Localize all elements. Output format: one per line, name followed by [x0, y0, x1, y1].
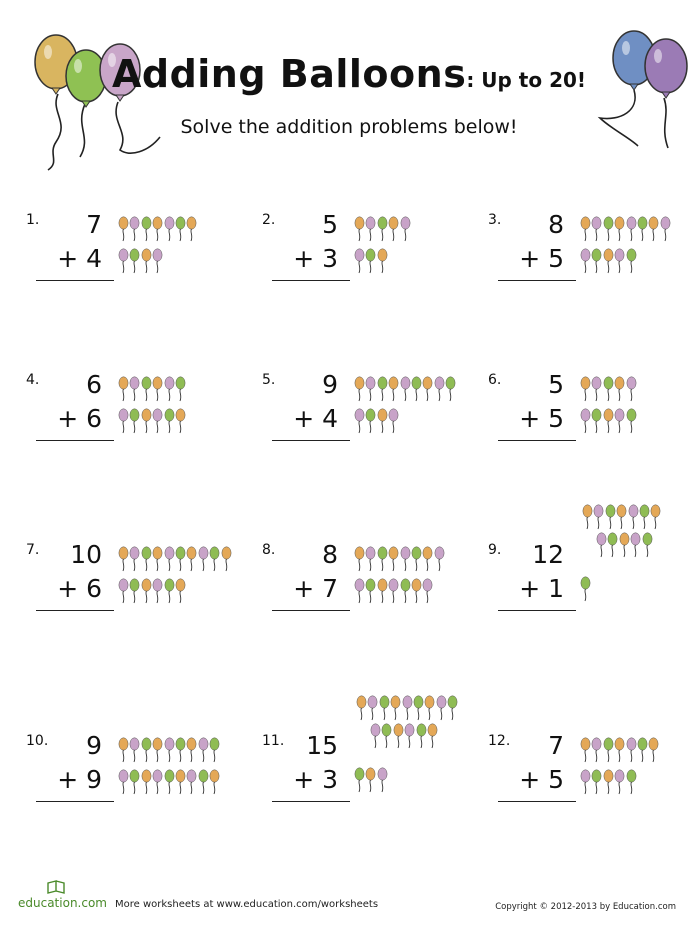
balloon-icon [354, 408, 365, 434]
balloon-icon [129, 216, 140, 242]
balloon-icon [152, 769, 163, 795]
answer-line [272, 801, 350, 802]
top-addend: 9 [322, 370, 338, 399]
balloon-icon [118, 546, 129, 572]
addition-problem [262, 212, 482, 352]
balloon-icon [603, 408, 614, 434]
balloon-icon [648, 216, 659, 242]
balloon-icon [626, 408, 637, 434]
balloon-icon [603, 248, 614, 274]
balloon-row-top-a [582, 504, 662, 530]
balloon-icon [422, 376, 433, 402]
balloon-icon [354, 248, 365, 274]
balloon-icon [593, 504, 604, 530]
balloon-icon [365, 248, 376, 274]
balloon-icon [411, 546, 422, 572]
balloon-row-bottom [580, 408, 637, 434]
balloon-icon [580, 737, 591, 763]
top-addend: 7 [548, 731, 564, 760]
balloon-icon [129, 578, 140, 604]
balloon-icon [580, 408, 591, 434]
balloon-row-top [118, 737, 221, 763]
balloon-row-top [118, 546, 232, 572]
balloon-icon [356, 695, 367, 721]
balloon-icon [152, 546, 163, 572]
problem-number: 5. [262, 372, 276, 388]
balloon-row-bottom [118, 578, 186, 604]
balloon-icon [614, 248, 625, 274]
top-addend: 7 [86, 210, 102, 239]
balloon-row-bottom [580, 576, 591, 602]
answer-line [36, 280, 114, 281]
balloon-icon [580, 248, 591, 274]
balloon-icon [141, 578, 152, 604]
balloon-icon [605, 504, 616, 530]
answer-line [36, 610, 114, 611]
balloon-icon [591, 408, 602, 434]
balloon-icon [650, 504, 661, 530]
balloon-icon [445, 376, 456, 402]
balloon-icon [141, 216, 152, 242]
balloon-icon [626, 769, 637, 795]
balloon-icon [118, 578, 129, 604]
balloon-icon [388, 376, 399, 402]
balloon-icon [377, 408, 388, 434]
balloon-row-top [354, 216, 411, 242]
addition-problem [488, 372, 698, 512]
balloon-icon [152, 737, 163, 763]
balloon-row-bottom [118, 769, 221, 795]
balloon-icon [175, 737, 186, 763]
balloon-icon [152, 376, 163, 402]
balloon-icon [141, 546, 152, 572]
balloon-row-top [580, 376, 637, 402]
balloon-icon [642, 532, 653, 558]
balloon-icon [354, 578, 365, 604]
bottom-addend: + 5 [519, 404, 564, 433]
bottom-addend: + 4 [293, 404, 338, 433]
balloon-icon [388, 578, 399, 604]
balloon-icon [591, 216, 602, 242]
balloon-icon [400, 216, 411, 242]
balloon-icon [175, 376, 186, 402]
page-title [0, 52, 698, 96]
balloon-icon [591, 737, 602, 763]
title-main: Adding Balloons [111, 52, 467, 96]
balloon-icon [388, 408, 399, 434]
balloon-icon [118, 248, 129, 274]
balloon-icon [129, 769, 140, 795]
balloon-icon [404, 723, 415, 749]
problem-number: 9. [488, 542, 502, 558]
bottom-addend: + 5 [519, 244, 564, 273]
balloon-icon [434, 546, 445, 572]
bottom-addend: + 4 [57, 244, 102, 273]
balloon-icon [198, 546, 209, 572]
balloon-icon [603, 769, 614, 795]
balloon-icon [582, 504, 593, 530]
balloon-icon [175, 546, 186, 572]
addition-problem [26, 733, 246, 873]
bottom-addend: + 7 [293, 574, 338, 603]
balloon-icon [619, 532, 630, 558]
balloon-icon [354, 546, 365, 572]
balloon-icon [354, 216, 365, 242]
balloon-icon [416, 723, 427, 749]
balloon-icon [221, 546, 232, 572]
top-addend: 5 [548, 370, 564, 399]
bottom-addend: + 6 [57, 404, 102, 433]
answer-line [498, 610, 576, 611]
balloon-icon [591, 769, 602, 795]
top-addend: 6 [86, 370, 102, 399]
balloon-icon [354, 767, 365, 793]
balloon-icon [141, 248, 152, 274]
addition-problem [262, 542, 482, 682]
balloon-icon [164, 216, 175, 242]
balloon-icon [377, 248, 388, 274]
balloon-row-bottom [354, 408, 400, 434]
balloon-row-top [354, 376, 457, 402]
balloon-icon [580, 216, 591, 242]
answer-line [498, 801, 576, 802]
balloon-icon [580, 376, 591, 402]
balloon-icon [626, 248, 637, 274]
problem-number: 6. [488, 372, 502, 388]
balloon-icon [377, 767, 388, 793]
bottom-addend: + 6 [57, 574, 102, 603]
balloon-icon [591, 248, 602, 274]
bottom-addend: + 1 [519, 574, 564, 603]
top-addend: 15 [306, 731, 338, 760]
balloon-icon [390, 695, 401, 721]
balloon-icon [400, 546, 411, 572]
balloon-icon [209, 737, 220, 763]
balloon-icon [175, 216, 186, 242]
addition-problem [26, 212, 246, 352]
balloon-icon [377, 216, 388, 242]
addition-problem [488, 542, 698, 682]
balloon-icon [411, 578, 422, 604]
addition-problem [262, 733, 482, 873]
balloon-icon [648, 737, 659, 763]
balloon-icon [152, 216, 163, 242]
instructions: Solve the addition problems below! [180, 116, 518, 138]
problem-number: 3. [488, 212, 502, 228]
balloon-icon [118, 408, 129, 434]
answer-line [272, 610, 350, 611]
balloon-icon [637, 737, 648, 763]
balloon-icon [434, 376, 445, 402]
balloon-icon [628, 504, 639, 530]
balloon-row-bottom [118, 248, 164, 274]
problem-number: 12. [488, 733, 511, 749]
balloon-icon [393, 723, 404, 749]
balloon-icon [141, 408, 152, 434]
balloon-icon [129, 408, 140, 434]
balloon-icon [422, 546, 433, 572]
balloon-icon [388, 546, 399, 572]
balloon-icon [186, 216, 197, 242]
balloon-icon [603, 737, 614, 763]
balloon-icon [436, 695, 447, 721]
problem-number: 11. [262, 733, 285, 749]
balloon-icon [186, 546, 197, 572]
answer-line [36, 440, 114, 441]
balloon-icon [365, 216, 376, 242]
top-addend: 9 [86, 731, 102, 760]
balloon-row-bottom [580, 769, 637, 795]
balloon-icon [639, 504, 650, 530]
bottom-addend: + 9 [57, 765, 102, 794]
balloon-icon [603, 376, 614, 402]
balloon-icon [129, 248, 140, 274]
balloon-icon [614, 408, 625, 434]
balloon-row-top-a [356, 695, 459, 721]
balloon-row-top [118, 216, 198, 242]
balloon-icon [164, 376, 175, 402]
balloon-icon [141, 737, 152, 763]
balloon-icon [400, 376, 411, 402]
balloon-icon [365, 767, 376, 793]
footer-copyright: Copyright © 2012-2013 by Education.com [495, 902, 676, 912]
balloon-row-top [118, 376, 186, 402]
balloon-icon [164, 769, 175, 795]
balloon-icon [381, 723, 392, 749]
balloon-icon [596, 532, 607, 558]
top-addend: 8 [322, 540, 338, 569]
balloon-icon [164, 408, 175, 434]
balloon-icon [152, 248, 163, 274]
balloon-icon [413, 695, 424, 721]
balloon-icon [603, 216, 614, 242]
answer-line [498, 280, 576, 281]
footer-more-worksheets: More worksheets at www.education.com/worksheets [115, 899, 379, 910]
balloon-icon [118, 216, 129, 242]
balloon-icon [365, 408, 376, 434]
addition-problem [488, 733, 698, 873]
bottom-addend: + 5 [519, 765, 564, 794]
top-addend: 12 [532, 540, 564, 569]
problem-number: 2. [262, 212, 276, 228]
balloon-icon [164, 546, 175, 572]
balloon-icon [198, 737, 209, 763]
balloon-icon [164, 578, 175, 604]
balloon-icon [388, 216, 399, 242]
top-addend: 10 [70, 540, 102, 569]
education-logo-icon [46, 879, 68, 895]
balloon-icon [379, 695, 390, 721]
balloon-icon [186, 737, 197, 763]
balloon-icon [118, 376, 129, 402]
balloon-icon [614, 376, 625, 402]
balloon-icon [626, 376, 637, 402]
balloon-icon [637, 216, 648, 242]
balloon-icon [129, 737, 140, 763]
answer-line [272, 280, 350, 281]
balloon-icon [377, 376, 388, 402]
balloon-icon [141, 376, 152, 402]
balloon-icon [400, 578, 411, 604]
balloon-row-bottom [354, 767, 388, 793]
balloon-icon [580, 769, 591, 795]
education-logo: education.com [18, 896, 107, 910]
balloon-row-top-b [370, 723, 438, 749]
balloon-icon [377, 546, 388, 572]
balloon-icon [164, 737, 175, 763]
balloon-icon [152, 408, 163, 434]
balloon-icon [186, 769, 197, 795]
answer-line [272, 440, 350, 441]
title-subtitle: : Up to 20! [466, 68, 587, 92]
balloon-icon [118, 737, 129, 763]
balloon-icon [424, 695, 435, 721]
balloon-icon [591, 376, 602, 402]
answer-line [498, 440, 576, 441]
balloon-row-bottom [580, 248, 637, 274]
balloon-icon [175, 769, 186, 795]
answer-line [36, 801, 114, 802]
balloon-icon [365, 546, 376, 572]
addition-problem [26, 542, 246, 682]
addition-problem [26, 372, 246, 512]
balloon-icon [198, 769, 209, 795]
balloon-icon [209, 546, 220, 572]
balloon-icon [175, 578, 186, 604]
balloon-icon [614, 216, 625, 242]
balloon-icon [411, 376, 422, 402]
balloon-row-bottom [354, 578, 434, 604]
balloon-icon [118, 769, 129, 795]
bottom-addend: + 3 [293, 244, 338, 273]
balloon-row-bottom [118, 408, 186, 434]
balloon-icon [427, 723, 438, 749]
balloon-icon [447, 695, 458, 721]
balloon-icon [580, 576, 591, 602]
balloon-icon [129, 546, 140, 572]
balloon-icon [626, 216, 637, 242]
addition-problem [488, 212, 698, 352]
balloon-icon [402, 695, 413, 721]
balloon-icon [616, 504, 627, 530]
bottom-addend: + 3 [293, 765, 338, 794]
balloon-icon [614, 769, 625, 795]
problem-number: 4. [26, 372, 40, 388]
balloon-icon [377, 578, 388, 604]
balloon-icon [626, 737, 637, 763]
balloon-row-top [354, 546, 445, 572]
balloon-row-top-b [596, 532, 653, 558]
problem-number: 7. [26, 542, 40, 558]
balloon-icon [209, 769, 220, 795]
balloon-icon [175, 408, 186, 434]
balloon-icon [365, 578, 376, 604]
problem-number: 1. [26, 212, 40, 228]
balloon-row-bottom [354, 248, 388, 274]
balloon-icon [370, 723, 381, 749]
balloon-icon [422, 578, 433, 604]
balloon-row-top [580, 216, 671, 242]
balloon-icon [365, 376, 376, 402]
balloon-icon [129, 376, 140, 402]
balloon-icon [660, 216, 671, 242]
balloon-icon [614, 737, 625, 763]
balloon-row-top [580, 737, 660, 763]
problem-number: 10. [26, 733, 49, 749]
problem-number: 8. [262, 542, 276, 558]
balloon-icon [607, 532, 618, 558]
balloon-icon [630, 532, 641, 558]
top-addend: 8 [548, 210, 564, 239]
addition-problem [262, 372, 482, 512]
balloon-icon [367, 695, 378, 721]
balloon-icon [152, 578, 163, 604]
top-addend: 5 [322, 210, 338, 239]
balloon-icon [354, 376, 365, 402]
balloon-icon [141, 769, 152, 795]
